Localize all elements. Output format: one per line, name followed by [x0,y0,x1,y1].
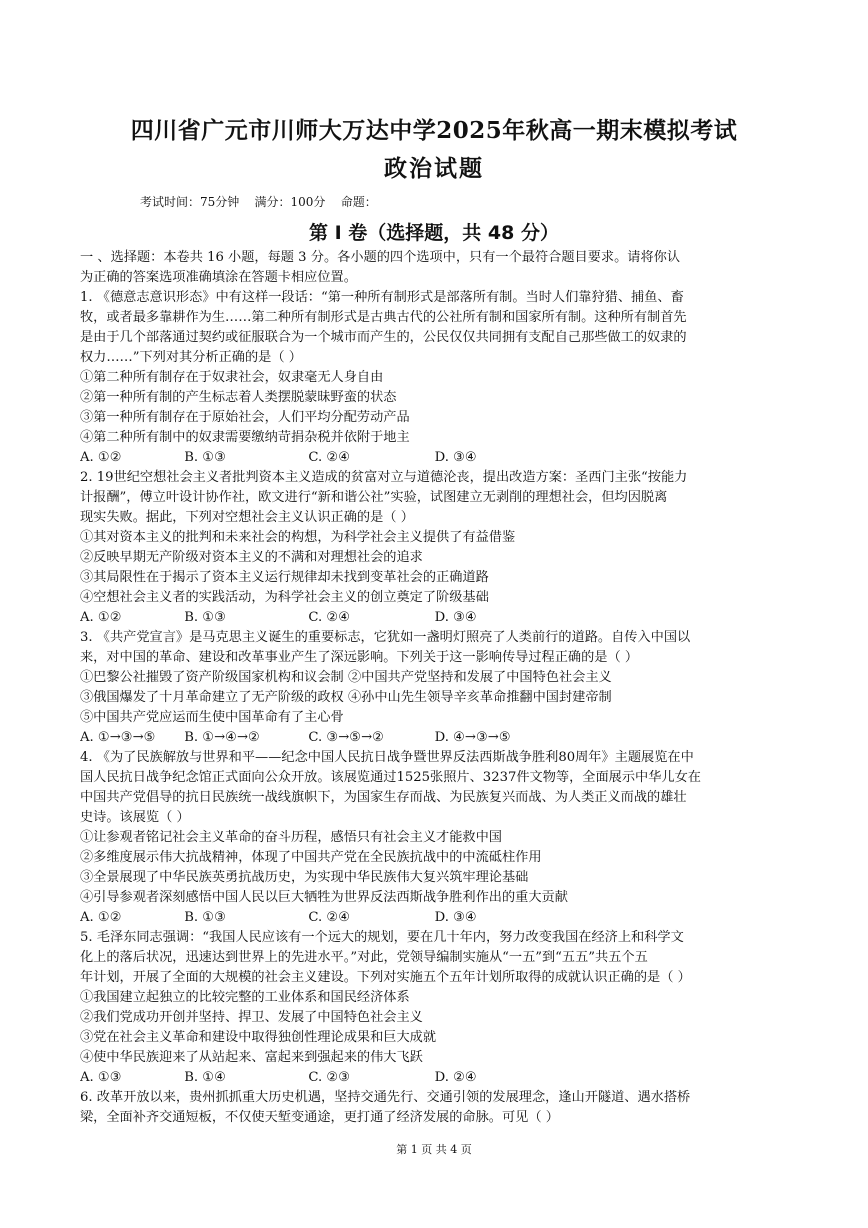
question-line: 年计划，开展了全面的大规模的社会主义建设。下列对实施五个五年计划所取得的成就认识正确的是（ ） [80,970,691,985]
option-b: B. ①→④→② [184,730,260,745]
option-b: B. ①③ [184,910,226,925]
exam-meta: 考试时间：75分钟 满分：100分 命题： [140,195,377,209]
statement-line: ①巴黎公社摧毁了资产阶级国家机构和议会制 ②中国共产党坚持和发展了中国特色社会主义 [80,670,612,685]
option-a: A. ①② [80,450,122,465]
question-line: 5. 毛泽东同志强调：“我国人民应该有一个远大的规划，要在几十年内，努力改变我国在经济上和科学文 [80,930,684,945]
question-line: 牧，或者最多靠耕作为生……第二种所有制形式是古典古代的公社所有制和国家所有制。这种所有制首先 [80,310,687,325]
question-line: 史诗。该展览（ ） [80,810,190,825]
statement-line: ④引导参观者深刻感悟中国人民以巨大牺牲为世界反法西斯战争胜利作出的重大贡献 [80,890,568,905]
question-body [80,248,792,1128]
statement-line: ③全景展现了中华民族英勇抗战历史，为实现中华民族伟大复兴筑牢理论基础 [80,870,529,885]
exam-subtitle: 政治试题 [384,155,484,182]
options-row [80,1068,792,1088]
option-d: D. ④→③→⑤ [434,730,511,745]
statement-line: ③第一种所有制存在于原始社会，人们平均分配劳动产品 [80,410,410,425]
statement-line: ②第一种所有制的产生标志着人类摆脱蒙昧野蛮的状态 [80,390,397,405]
option-c: C. ③→⑤→② [308,730,384,745]
options-row [80,608,792,628]
statement-line: ④第二种所有制中的奴隶需要缴纳苛捐杂税并依附于地主 [80,430,410,445]
option-a: A. ①→③→⑤ [80,730,156,745]
options-row [80,908,792,928]
question-line: 3. 《共产党宣言》是马克思主义诞生的重要标志，它犹如一盏明灯照亮了人类前行的道路。自传入中国以 [80,630,691,645]
statement-line: ④使中华民族迎来了从站起来、富起来到强起来的伟大飞跃 [80,1050,423,1065]
statement-line: ③其局限性在于揭示了资本主义运行规律却未找到变革社会的正确道路 [80,570,489,585]
question-line: 化上的落后状况，迅速达到世界上的先进水平。”对此，党领导编制实施从“一五”到“五五”共五个五 [80,950,648,965]
instruction-line: 一 、选择题：本卷共 16 小题，每题 3 分。各小题的四个选项中，只有一个最符合题目要求。请将你认 [80,250,681,265]
option-d: D. ③④ [434,610,477,625]
question-line: 6. 改革开放以来，贵州抓抓重大历史机遇，坚持交通先行、交通引领的发展理念，逢山开隧道、遇水搭桥 [80,1090,691,1105]
options-row [80,448,792,468]
statement-line: ①第二种所有制存在于奴隶社会，奴隶毫无人身自由 [80,370,384,385]
page-footer: 第 1 页 共 4 页 [396,1143,472,1156]
statement-line: ①我国建立起独立的比较完整的工业体系和国民经济体系 [80,990,410,1005]
statement-line: ⑤中国共产党应运而生使中国革命有了主心骨 [80,710,344,725]
question-line: 是由于几个部落通过契约或征服联合为一个城市而产生的，公民仅仅共同拥有支配自己那些做工的奴隶的 [80,330,687,345]
question-line: 现实失败。据此，下列对空想社会主义认识正确的是（ ） [80,510,414,525]
option-a: A. ①② [80,910,122,925]
statement-line: ②反映早期无产阶级对资本主义的不满和对理想社会的追求 [80,550,423,565]
statement-line: ③俄国爆发了十月革命建立了无产阶级的政权 ④孙中山先生领导辛亥革命推翻中国封建帝制 [80,690,612,705]
question-line: 4. 《为了民族解放与世界和平——纪念中国人民抗日战争暨世界反法西斯战争胜利80周年》主题展览在中 [80,750,694,765]
question-line: 中国共产党倡导的抗日民族统一战线旗帜下，为国家生存而战、为民族复兴而战、为人类正义而战的雄壮 [80,790,687,805]
exam-title: 四川省广元市川师大万达中学2025年秋高一期末模拟考试 [130,117,738,144]
option-b: B. ①③ [184,450,226,465]
question-line: 国人民抗日战争纪念馆正式面向公众开放。该展览通过1525张照片、3237件文物等，全面展示中华儿女在 [80,770,701,785]
question-line: 1. 《德意志意识形态》中有这样一段话：“第一种所有制形式是部落所有制。当时人们靠狩猎、捕鱼、畜 [80,290,684,305]
statement-line: ①其对资本主义的批判和未来社会的构想，为科学社会主义提供了有益借鉴 [80,530,516,545]
question-line: 计报酬”，傅立叶设计协作社，欧文进行“新和谐公社”实验，试图建立无剥削的理想社会，但均因脱离 [80,490,668,505]
option-a: A. ①③ [80,1070,122,1085]
question-line: 权力……”下列对其分析正确的是（ ） [80,350,302,365]
statement-line: ①让参观者铭记社会主义革命的奋斗历程，感悟只有社会主义才能救中国 [80,830,502,845]
option-a: A. ①② [80,610,122,625]
instruction-line: 为正确的答案选项准确填涂在答题卡相应位置。 [80,270,357,285]
option-c: C. ②④ [308,450,351,465]
statement-line: ②我们党成功开创并坚持、捍卫、发展了中国特色社会主义 [80,1010,423,1025]
option-c: C. ②④ [308,610,351,625]
option-c: C. ②④ [308,910,351,925]
statement-line: ③党在社会主义革命和建设中取得独创性理论成果和巨大成就 [80,1030,437,1045]
section-title: 第 Ⅰ 卷（选择题，共 48 分） [309,222,559,244]
option-c: C. ②③ [308,1070,351,1085]
statement-line: ②多维度展示伟大抗战精神，体现了中国共产党在全民族抗战中的中流砥柱作用 [80,850,542,865]
option-b: B. ①③ [184,610,226,625]
question-line: 来，对中国的革命、建设和改革事业产生了深远影响。下列关于这一影响传导过程正确的是（ ） [80,650,639,665]
option-d: D. ③④ [434,450,477,465]
option-d: D. ③④ [434,910,477,925]
option-b: B. ①④ [184,1070,226,1085]
question-line: 梁，全面补齐交通短板，不仅使天堑变通途，更打通了经济发展的命脉。可见（ ） [80,1110,559,1125]
question-line: 2. 19世纪空想社会主义者批判资本主义造成的贫富对立与道德沦丧，提出改造方案：圣西门主张“按能力 [80,470,688,485]
option-d: D. ②④ [434,1070,477,1085]
statement-line: ④空想社会主义者的实践活动，为科学社会主义的创立奠定了阶级基础 [80,590,489,605]
options-row [80,728,792,748]
